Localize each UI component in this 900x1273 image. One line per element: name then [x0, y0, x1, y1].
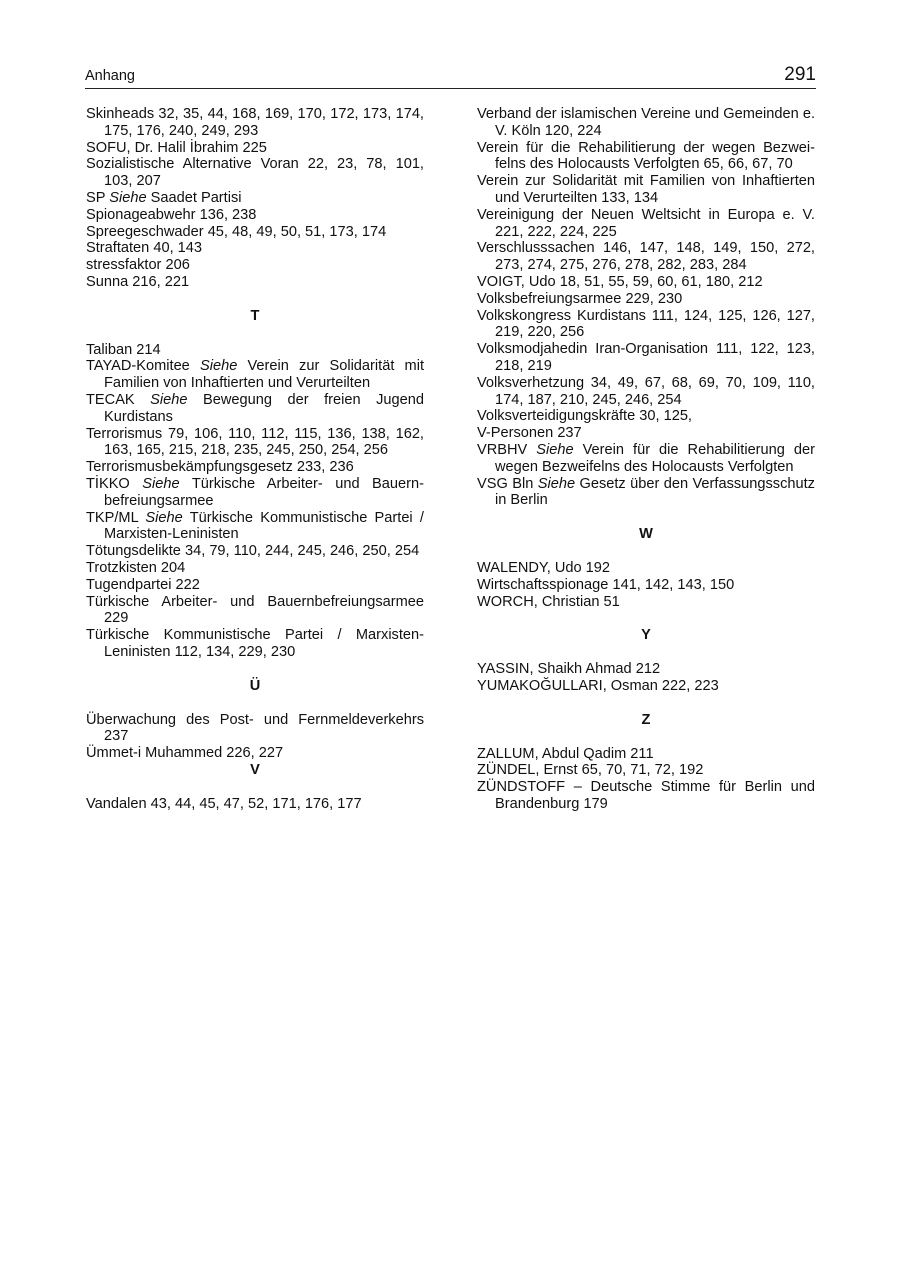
letter-heading-w: W: [639, 526, 653, 543]
index-entry: YUMAKOĞULLARI, Osman 222, 223: [477, 677, 719, 694]
index-entry: WORCH, Christian 51: [477, 593, 620, 610]
index-entry: V-Personen 237: [477, 425, 582, 442]
index-entry: Volksmodjahedin Iran-Organisation 111, 122, 123, 218, 219: [477, 341, 815, 374]
index-entry: Sozialistische Alternative Voran 22, 23, 78, 101, 103, 207: [86, 156, 424, 190]
index-entry: Ümmet-i Muhammed 226, 227: [86, 745, 284, 762]
index-entry: VRBHV Siehe Verein für die Rehabilitierung der wegen Bezweifelns des Holocausts Verfolgten: [477, 441, 815, 475]
letter-heading-z: Z: [641, 711, 651, 728]
index-entry: Taliban 214: [86, 341, 161, 358]
index-entry: ZÜNDSTOFF – Deutsche Stimme für Berlin und Brandenburg 179: [477, 779, 815, 812]
index-entry: Straftaten 40, 143: [86, 240, 203, 257]
letter-heading-t: T: [250, 307, 260, 324]
see-reference: Siehe: [199, 358, 238, 375]
index-entry: SOFU, Dr. Halil İbrahim 225: [86, 139, 267, 156]
index-entry: Wirtschaftsspionage 141, 142, 143, 150: [477, 576, 735, 593]
see-reference: Siehe: [142, 475, 180, 492]
index-entry: TKP/ML Siehe Türkische Kommunistische Partei / Marxisten-Leninisten: [86, 509, 424, 543]
index-entry: Volksbefreiungsarmee 229, 230: [477, 290, 683, 307]
index-column-left: [86, 106, 424, 812]
page-header: [85, 62, 816, 89]
index-entry: Terrorismus 79, 106, 110, 112, 115, 136, 138, 162, 163, 165, 215, 218, 235, 245, 250, 254, 256: [86, 425, 424, 459]
entry-group-z: [477, 746, 815, 813]
index-entry: Tugendpartei 222: [86, 576, 200, 593]
section-title: Anhang: [85, 68, 135, 84]
letter-heading-v: V: [250, 761, 260, 778]
see-reference: Siehe: [536, 441, 574, 458]
entry-group-s: [86, 106, 424, 291]
see-reference: Siehe: [537, 475, 576, 492]
index-entry: Türkische Kommunistische Partei / Marxisten-Leninisten 112, 134, 229, 230: [86, 627, 424, 660]
index-entry: SP Siehe Saadet Partisi: [86, 189, 242, 206]
index-entry: TECAK Siehe Bewegung der freien Jugend Kurdistans: [86, 391, 424, 425]
index-entry: Spreegeschwader 45, 48, 49, 50, 51, 173, 174: [86, 223, 387, 240]
index-entry: Trotzkisten 204: [86, 559, 186, 576]
index-column-right: [477, 106, 815, 813]
page-number: 291: [784, 64, 816, 85]
index-entry: Verein für die Rehabilitierung der wegen Bezweifelns des Holocausts Verfolgten 65, 66, 67, 70: [477, 139, 815, 173]
index-entry: Volksverteidigungskräfte 30, 125,: [477, 408, 692, 425]
entry-group-v-continued: [477, 106, 815, 509]
index-entry: VSG Bln Siehe Gesetz über den Verfassungsschutz in Berlin: [477, 475, 815, 509]
entry-group-u: [86, 712, 424, 762]
index-entry: YASSIN, Shaikh Ahmad 212: [477, 661, 661, 678]
letter-heading-u: Ü: [249, 677, 261, 694]
index-entry: Türkische Arbeiter- und Bauernbefreiungsarmee 229: [86, 593, 424, 627]
index-entry: Verein zur Solidarität mit Familien von Inhaftierten und Verurteilten 133, 134: [477, 173, 815, 206]
index-entry: VOIGT, Udo 18, 51, 55, 59, 60, 61, 180, 212: [477, 273, 763, 290]
index-entry: Tötungsdelikte 34, 79, 110, 244, 245, 246, 250, 254: [86, 543, 420, 560]
index-entry: Skinheads 32, 35, 44, 168, 169, 170, 172, 173, 174, 175, 176, 240, 249, 293: [86, 106, 424, 139]
index-entry: TAYAD-Komitee Siehe Verein zur Solidarität mit Familien von Inhaftierten und Verurteilten: [86, 358, 424, 392]
index-entry: TİKKO Siehe Türkische Arbeiter- und Bauernbefreiungsarmee: [86, 475, 424, 509]
index-entry: Volksverhetzung 34, 49, 67, 68, 69, 70, 109, 110, 174, 187, 210, 245, 246, 254: [477, 374, 815, 408]
entry-group-y: [477, 661, 815, 695]
entry-group-t: [86, 342, 424, 661]
letter-heading-y: Y: [641, 627, 651, 644]
index-entry: Spionageabwehr 136, 238: [86, 206, 257, 223]
entry-group-w: [477, 560, 815, 610]
index-entry: Vandalen 43, 44, 45, 47, 52, 171, 176, 177: [86, 795, 362, 812]
index-entry: Volkskongress Kurdistans 111, 124, 125, 126, 127, 219, 220, 256: [477, 307, 815, 341]
see-reference: Siehe: [145, 509, 183, 526]
see-reference: Siehe: [150, 391, 188, 408]
index-entry: WALENDY, Udo 192: [477, 559, 611, 576]
index-entry: Terrorismusbekämpfungsgesetz 233, 236: [86, 459, 354, 476]
entry-group-v: [86, 796, 424, 813]
index-entry: Verschlusssachen 146, 147, 148, 149, 150, 272, 273, 274, 275, 276, 278, 282, 283, 284: [477, 240, 815, 274]
index-entry: Überwachung des Post- und Fernmeldeverkehrs 237: [86, 711, 424, 745]
index-entry: ZÜNDEL, Ernst 65, 70, 71, 72, 192: [477, 762, 704, 779]
index-entry: Verband der islamischen Vereine und Gemeinden e. V. Köln 120, 224: [477, 106, 815, 139]
see-reference: Siehe: [109, 189, 147, 206]
index-entry: ZALLUM, Abdul Qadim 211: [477, 745, 654, 762]
index-entry: Vereinigung der Neuen Weltsicht in Europa e. V. 221, 222, 224, 225: [477, 206, 815, 240]
index-entry: Sunna 216, 221: [86, 273, 190, 290]
index-entry: stressfaktor 206: [86, 257, 190, 274]
